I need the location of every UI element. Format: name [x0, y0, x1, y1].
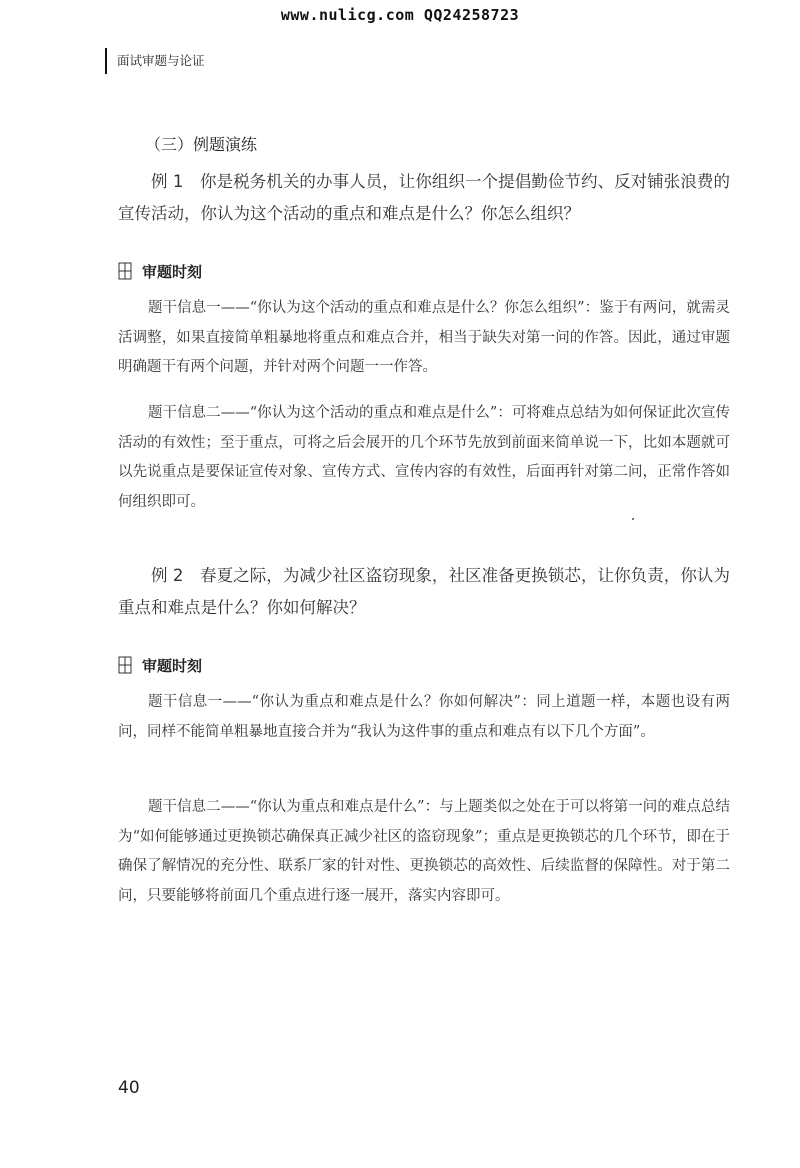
review-marker-icon	[118, 262, 132, 280]
running-head: 面试审题与论证	[105, 48, 205, 74]
review-marker-icon	[118, 656, 132, 674]
example-1-paragraph: 题干信息一——“你认为这个活动的重点和难点是什么？你怎么组织”：鉴于有两问，就需灵活调整，如果直接简单粗暴地将重点和难点合并，相当于缺失对第一问的作答。因此，通过审题明确题干有两个问题，并针对两个问题一一作答。	[118, 300, 730, 375]
example-1-paragraph: 题干信息二——“你认为这个活动的重点和难点是什么”：可将难点总结为如何保证此次宣传活动的有效性；至于重点，可将之后会展开的几个环节先放到前面来简单说一下，比如本题就可以先说重点是要保证宣传对象、宣传方式、宣传内容的有效性，后面再针对第二问，正常作答如何组织即可。	[118, 405, 730, 510]
example-1-review-heading	[118, 260, 202, 282]
example-2-paragraph: 题干信息一——“你认为重点和难点是什么？你如何解决”：同上道题一样，本题也设有两问，同样不能简单粗暴地直接合并为“我认为这件事的重点和难点有以下几个方面”。	[118, 694, 730, 740]
watermark: www.nulicg.com QQ24258723	[280, 6, 520, 24]
example-2-question: 例 2 春夏之际，为减少社区盗窃现象，社区准备更换锁芯，让你负责，你认为重点和难点是什么？你如何解决？	[118, 566, 730, 617]
review-label: 审题时刻	[142, 262, 203, 281]
page-number: 40	[118, 1078, 140, 1098]
section-title: （三）例题演练	[145, 135, 258, 154]
review-label: 审题时刻	[142, 656, 203, 675]
example-1-question: 例 1 你是税务机关的办事人员，让你组织一个提倡勤俭节约、反对铺张浪费的宣传活动，你认为这个活动的重点和难点是什么？你怎么组织？	[118, 172, 730, 223]
scan-speck	[632, 518, 634, 520]
example-2-paragraph: 题干信息二——“你认为重点和难点是什么”：与上题类似之处在于可以将第一问的难点总结为“如何能够通过更换锁芯确保真正减少社区的盗窃现象”；重点是更换锁芯的几个环节，即在于确保了解情况的充分性、联系厂家的针对性、更换锁芯的高效性、后续监督的保障性。对于第二问，只要能够将前面几个重点进行逐一展开，落实内容即可。	[118, 799, 730, 904]
example-2-review-heading	[118, 654, 202, 676]
